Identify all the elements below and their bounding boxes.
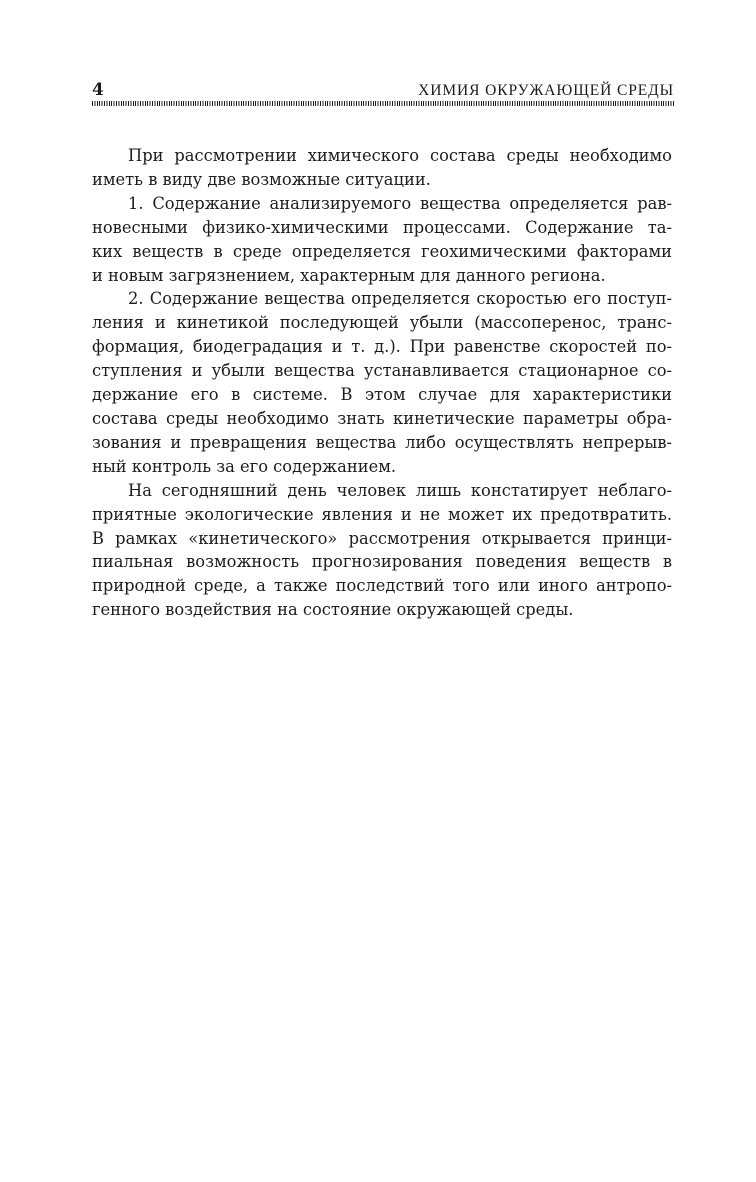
text-line: В рамках «кинетического» рассмотрения открывается принци- xyxy=(92,528,672,548)
text-line: ких веществ в среде определяется геохимическими факторами xyxy=(92,241,672,261)
paragraph-situation-2 xyxy=(92,287,672,478)
text-line: пиальная возможность прогнозирования поведения веществ в xyxy=(92,552,672,572)
text-line: приятные экологические явления и не может их предотвратить. xyxy=(92,504,672,524)
paragraph-conclusion xyxy=(92,479,672,622)
text-line: новесными физико-химическими процессами. Содержание та- xyxy=(92,217,672,237)
text-line: ступления и убыли вещества устанавливается стационарное со- xyxy=(92,361,672,381)
paragraph-situation-1 xyxy=(92,192,672,288)
text-line: и новым загрязнением, характерным для данного региона. xyxy=(92,265,606,285)
body-text xyxy=(92,144,672,622)
text-line: держание его в системе. В этом случае для характеристики xyxy=(92,385,672,405)
text-line: состава среды необходимо знать кинетические параметры обра- xyxy=(92,408,672,428)
text-line: генного воздействия на состояние окружающей среды. xyxy=(92,600,574,620)
text-line: иметь в виду две возможные ситуации. xyxy=(92,169,431,189)
text-line: При рассмотрении химического состава среды необходимо xyxy=(128,146,672,165)
book-title: ХИМИЯ ОКРУЖАЮЩЕЙ СРЕДЫ xyxy=(418,82,674,99)
running-header xyxy=(92,80,674,100)
paragraph-intro xyxy=(92,144,672,192)
text-line: На сегодняшний день человек лишь констатирует неблаго- xyxy=(128,480,672,500)
text-line: ления и кинетикой последующей убыли (массоперенос, транс- xyxy=(92,313,672,333)
text-line: природной среде, а также последствий того или иного антропо- xyxy=(92,576,672,596)
text-line: ный контроль за его содержанием. xyxy=(92,456,397,476)
text-line: зования и превращения вещества либо осуществлять непрерыв- xyxy=(92,432,672,452)
text-line: 1. Содержание анализируемого вещества определяется рав- xyxy=(128,193,672,213)
text-line: формация, биодеградация и т. д.). При равенстве скоростей по- xyxy=(92,337,672,357)
page-number: 4 xyxy=(92,80,104,100)
text-line: 2. Содержание вещества определяется скоростью его поступ- xyxy=(128,289,672,309)
header-rule xyxy=(92,101,674,106)
